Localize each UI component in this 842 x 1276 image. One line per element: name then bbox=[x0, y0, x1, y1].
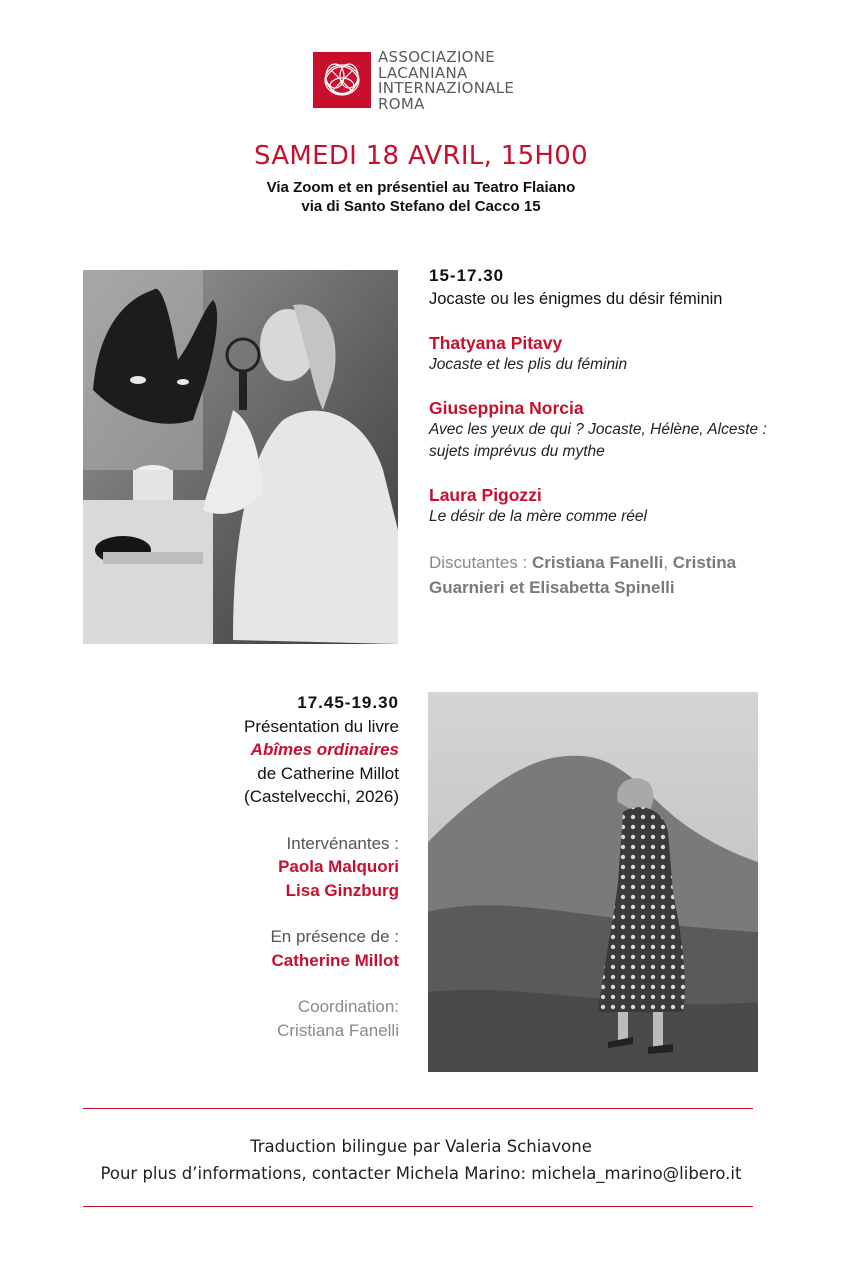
talk-item bbox=[429, 333, 809, 376]
talk-title-line-2: sujets imprévus du mythe bbox=[429, 443, 605, 460]
photo-woman-volcano bbox=[428, 692, 758, 1072]
venue-line-2: via di Santo Stefano del Cacco 15 bbox=[301, 198, 541, 215]
speaker-name: Paola Malquori bbox=[278, 857, 399, 876]
presence-name: Catherine Millot bbox=[271, 950, 399, 970]
event-venue bbox=[0, 178, 842, 216]
presence-label: En présence de : bbox=[270, 927, 399, 946]
discussants bbox=[429, 550, 809, 600]
logo-line-3: INTERNAZIONALE bbox=[378, 79, 515, 97]
session-one-time: 15-17.30 bbox=[429, 266, 505, 285]
book-title: Abîmes ordinaires bbox=[250, 740, 399, 759]
discussants-line-1 bbox=[429, 550, 809, 575]
photo-actress-mirror bbox=[83, 270, 398, 644]
logo-line-2: LACANIANA bbox=[378, 63, 468, 82]
actress-mirror-image bbox=[83, 270, 398, 644]
footer bbox=[0, 1133, 842, 1187]
venue-line-1: Via Zoom et en présentiel au Teatro Flaiano bbox=[266, 179, 576, 196]
speakers-label: Intervénantes : bbox=[286, 833, 399, 853]
discussants-label: Discutantes : bbox=[429, 553, 532, 572]
speaker-name: Lisa Ginzburg bbox=[285, 880, 399, 900]
discussant-name: Cristina bbox=[672, 553, 737, 572]
talk-item bbox=[429, 398, 809, 463]
talk-title-line-1: Avec les yeux de qui ? Jocaste, Hélène, Alceste : bbox=[429, 421, 767, 438]
speaker-name: Giuseppina Norcia bbox=[429, 398, 584, 418]
speaker-name: Thatyana Pitavy bbox=[429, 333, 563, 353]
association-logo bbox=[313, 52, 371, 108]
event-date: SAMEDI 18 AVRIL, 15H00 bbox=[254, 141, 588, 171]
coordination-label: Coordination: bbox=[297, 997, 399, 1016]
divider-top bbox=[83, 1108, 753, 1109]
logo-line-4: ROMA bbox=[378, 94, 425, 113]
association-name bbox=[378, 50, 578, 112]
speaker-name: Laura Pigozzi bbox=[429, 485, 542, 505]
presentation-label: Présentation du livre bbox=[244, 716, 399, 736]
knot-emblem-icon bbox=[313, 52, 371, 108]
discussants-separator: , bbox=[663, 553, 673, 572]
translation-credit: Traduction bilingue par Valeria Schiavone bbox=[250, 1137, 592, 1156]
book-publisher: (Castelvecchi, 2026) bbox=[244, 787, 399, 806]
session-two bbox=[150, 691, 399, 1042]
talk-title: Jocaste et les plis du féminin bbox=[429, 356, 628, 373]
discussant-name: Cristiana Fanelli bbox=[532, 553, 664, 572]
session-one-title: Jocaste ou les énigmes du désir féminin bbox=[429, 290, 723, 308]
discussants-line-2 bbox=[429, 575, 809, 600]
discussant-names: Guarnieri et Elisabetta Spinelli bbox=[429, 578, 675, 597]
book-author: de Catherine Millot bbox=[257, 763, 399, 783]
divider-bottom bbox=[83, 1206, 753, 1207]
woman-volcano-image bbox=[428, 692, 758, 1072]
logo-line-1: ASSOCIAZIONE bbox=[378, 48, 496, 66]
session-two-time: 17.45-19.30 bbox=[297, 693, 399, 712]
talk-title: Le désir de la mère comme réel bbox=[429, 508, 647, 525]
talk-item bbox=[429, 485, 809, 528]
contact-info: Pour plus d’informations, contacter Michela Marino: michela_marino@libero.it bbox=[100, 1164, 742, 1183]
session-one bbox=[429, 266, 809, 600]
coordination-name: Cristiana Fanelli bbox=[277, 1020, 399, 1040]
